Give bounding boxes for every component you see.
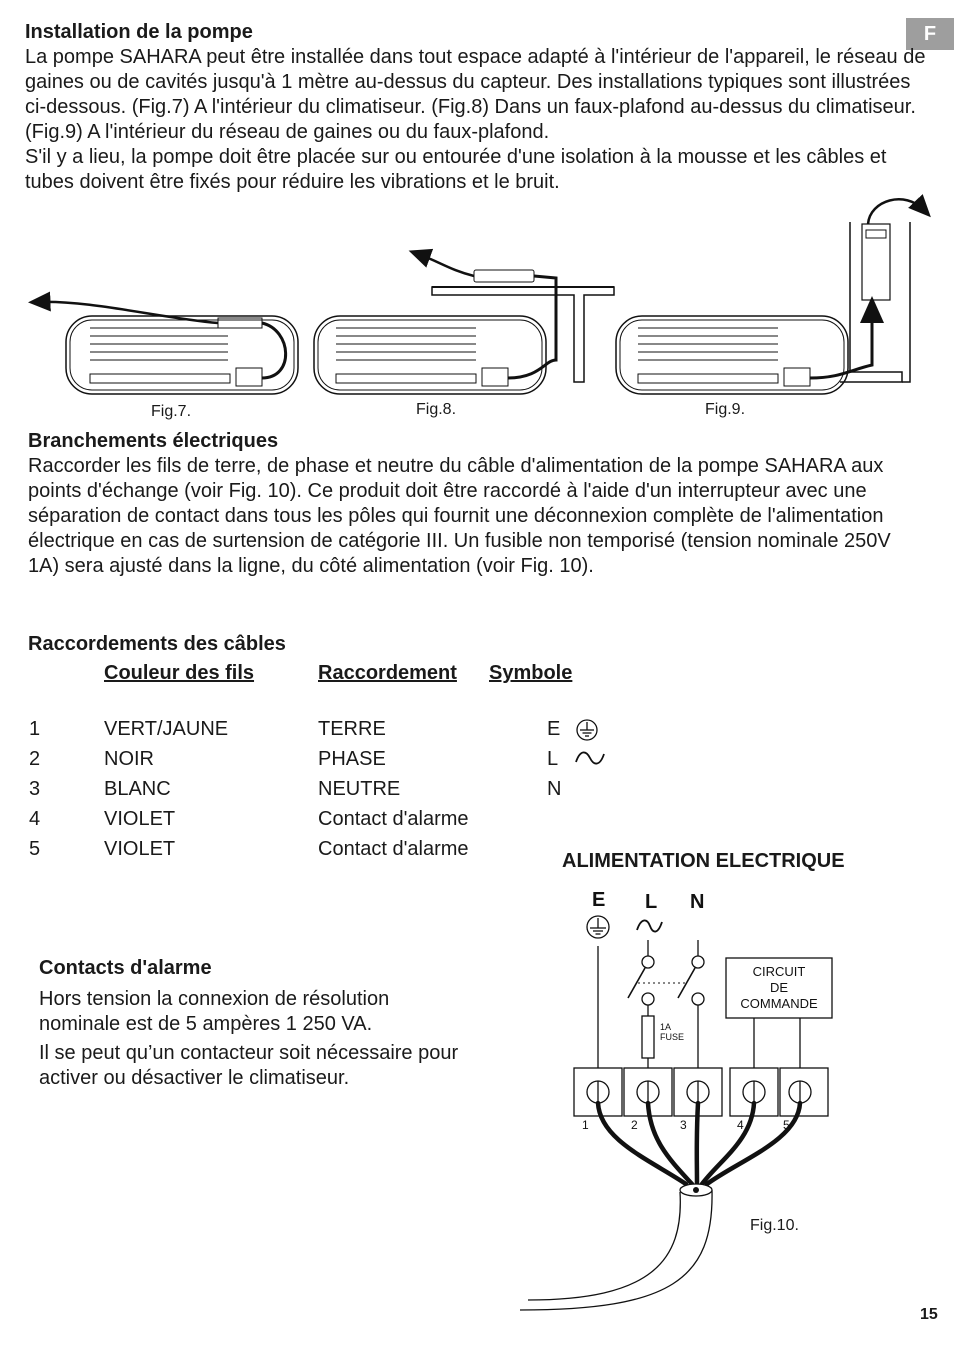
circuit-line-2: DE xyxy=(769,980,789,995)
electrical-heading: Branchements électriques xyxy=(28,430,279,452)
label-e: E xyxy=(592,889,606,911)
circuit-line-3: COMMANDE xyxy=(740,996,818,1011)
earth-icon xyxy=(574,719,600,741)
table-row-connection: Contact d'alarme xyxy=(318,838,469,860)
fuse-label-1: 1A xyxy=(660,1022,672,1032)
table-row-color: VIOLET xyxy=(104,838,176,860)
fig8-unit-drawing xyxy=(314,254,614,394)
page-number: 15 xyxy=(920,1306,938,1323)
table-row-num: 5 xyxy=(29,838,41,860)
installation-section xyxy=(25,20,930,195)
label-n: N xyxy=(690,891,705,913)
table-row-connection: PHASE xyxy=(318,748,386,770)
terminal-label: 4 xyxy=(737,1118,744,1132)
terminal-label: 5 xyxy=(783,1118,790,1132)
alarm-heading: Contacts d'alarme xyxy=(39,957,212,979)
terminal-block xyxy=(574,1068,828,1116)
fig7-unit-drawing xyxy=(38,302,298,394)
table-row-symbol: L xyxy=(547,748,559,770)
table-row-num: 3 xyxy=(29,778,41,800)
table-row-num: 1 xyxy=(29,718,41,740)
alarm-paragraph-2: Il se peut qu’un contacteur soit nécessaire pour activer ou désactiver le climatiseur. xyxy=(39,1042,459,1089)
table-row-connection: TERRE xyxy=(318,718,386,740)
installation-paragraph-2: S'il y a lieu, la pompe doit être placée sur ou entourée d'une isolation à la mousse et les câbles et tubes doivent être fixés pour réduire les vibrations et le bruit. xyxy=(25,146,887,193)
table-row-color: NOIR xyxy=(104,748,154,770)
cables-heading: Raccordements des câbles xyxy=(28,633,286,655)
table-row-num: 4 xyxy=(29,808,41,830)
table-row-num: 2 xyxy=(29,748,41,770)
table-row-symbol: E xyxy=(547,718,561,740)
installation-figures xyxy=(0,190,954,430)
fig9-unit-drawing xyxy=(616,199,924,394)
column-header-symbol: Symbole xyxy=(489,662,573,684)
table-row-symbol: N xyxy=(547,778,562,800)
earth-icon xyxy=(587,916,609,938)
power-diagram-title: ALIMENTATION ELECTRIQUE xyxy=(562,850,845,872)
table-row-connection: Contact d'alarme xyxy=(318,808,469,830)
ac-icon xyxy=(574,748,606,768)
language-tab: F xyxy=(906,18,954,50)
circuit-line-1: CIRCUIT xyxy=(752,964,806,979)
column-header-color: Couleur des fils xyxy=(104,662,255,684)
fig9-caption: Fig.9. xyxy=(705,401,746,418)
ac-icon xyxy=(637,920,662,931)
table-row-color: BLANC xyxy=(104,778,171,800)
terminal-label: 2 xyxy=(631,1118,638,1132)
electrical-section xyxy=(28,429,908,579)
installation-paragraph-1: La pompe SAHARA peut être installée dans tout espace adapté à l'intérieur de l'appareil, le réseau de gaines ou de cavités jusqu'à 1 mètre au-dessus du capteur. Des installations typiques sont illustrées ci-dessous. (Fig.7) A l'intérieur du climatiseur. (Fig.8) Dans un faux-plafond au-dessus du climatiseur. (Fig.9) A l'intérieur du réseau de gaines ou du faux-plafond. xyxy=(25,46,926,143)
electrical-paragraph: Raccorder les fils de terre, de phase et neutre du câble d'alimentation de la pompe SAHARA aux points d'échange (voir Fig. 10). Ce produit doit être raccordé à l'aide d'un interrupteur avec une séparation de contact dans tous les pôles qui fournit une déconnexion complète de l'alimentation électrique en cas de surtension de catégorie III. Un fusible non temporisé (tension nominale 250V 1A) sera ajusté dans la ligne, du côté alimentation (voir Fig. 10). xyxy=(28,455,891,577)
fig10-caption: Fig.10. xyxy=(750,1217,799,1234)
alarm-paragraph-1: Hors tension la connexion de résolution nominale est de 5 ampères 1 250 VA. xyxy=(39,988,390,1035)
terminal-label: 1 xyxy=(582,1118,589,1132)
fuse-label-2: FUSE xyxy=(660,1032,685,1042)
table-row-color: VERT/JAUNE xyxy=(104,718,229,740)
table-row-color: VIOLET xyxy=(104,808,176,830)
terminal-label: 3 xyxy=(680,1118,687,1132)
label-l: L xyxy=(645,891,658,913)
fig8-caption: Fig.8. xyxy=(416,401,457,418)
installation-heading: Installation de la pompe xyxy=(25,21,253,43)
column-header-connection: Raccordement xyxy=(318,662,457,684)
wiring-diagram xyxy=(510,880,850,1320)
table-row-connection: NEUTRE xyxy=(318,778,401,800)
fig7-caption: Fig.7. xyxy=(151,403,192,420)
alarm-section xyxy=(39,956,459,1095)
